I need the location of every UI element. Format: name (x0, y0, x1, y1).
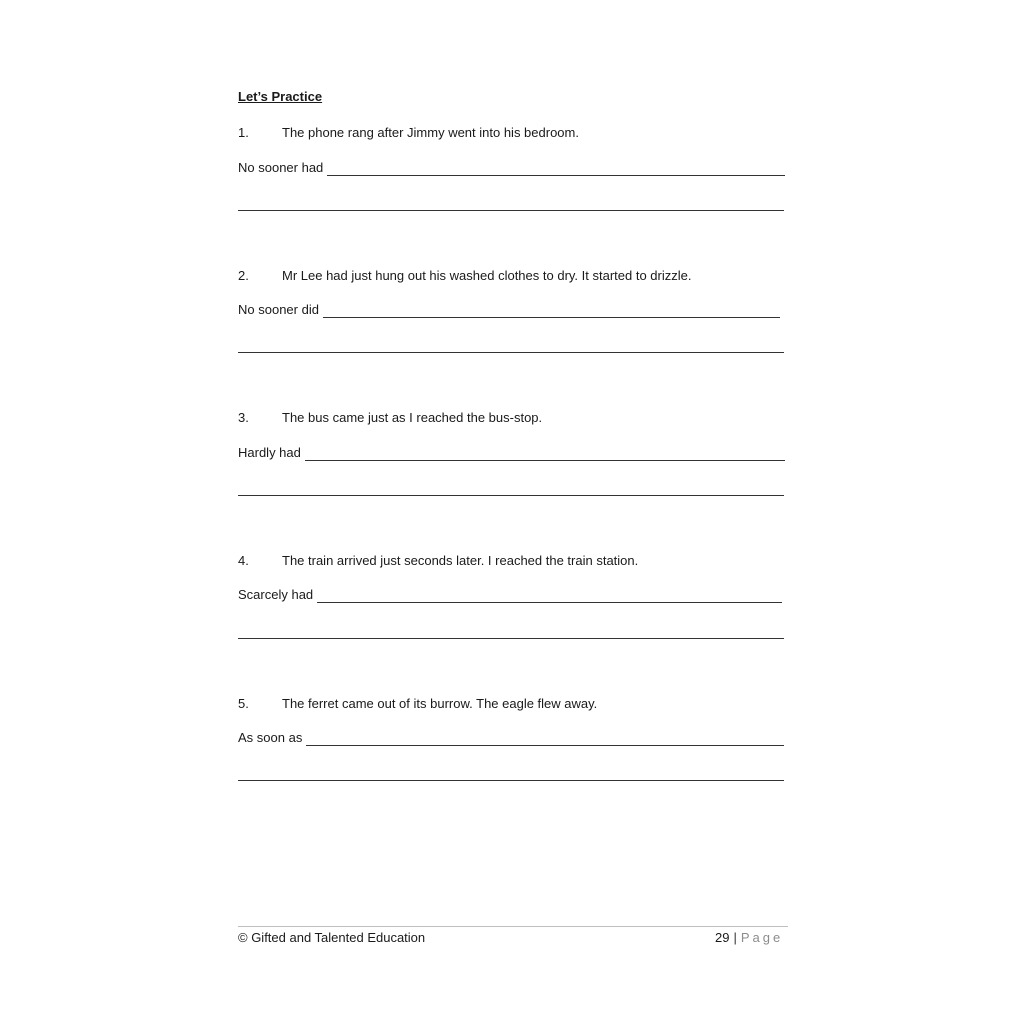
section-heading: Let’s Practice (238, 89, 323, 104)
answer-blank[interactable] (306, 730, 784, 746)
page-number: 29 (715, 930, 730, 945)
question-sentence: The train arrived just seconds later. I reached the train station. (282, 553, 639, 568)
footer-separator: | (733, 930, 737, 945)
footer-copyright: © Gifted and Talented Education (238, 930, 426, 945)
answer-line[interactable] (238, 495, 784, 496)
answer-prompt: Scarcely had (238, 587, 314, 602)
question-number: 2. (238, 268, 249, 283)
answer-blank[interactable] (305, 445, 785, 461)
question-sentence: The bus came just as I reached the bus-stop. (282, 410, 543, 425)
question-number: 4. (238, 553, 249, 568)
answer-row (238, 160, 785, 176)
question-sentence: The phone rang after Jimmy went into his bedroom. (282, 125, 579, 140)
answer-prompt: No sooner had (238, 160, 324, 175)
footer-divider (238, 926, 788, 927)
answer-blank[interactable] (323, 302, 780, 318)
answer-row (238, 445, 785, 461)
question-number: 1. (238, 125, 249, 140)
question-number: 3. (238, 410, 249, 425)
answer-row (238, 587, 782, 603)
answer-line[interactable] (238, 638, 784, 639)
answer-blank[interactable] (327, 160, 785, 176)
answer-line[interactable] (238, 780, 784, 781)
footer-page-info (715, 930, 783, 945)
question-number: 5. (238, 696, 249, 711)
question-sentence: The ferret came out of its burrow. The eagle flew away. (282, 696, 598, 711)
answer-line[interactable] (238, 352, 784, 353)
answer-blank[interactable] (317, 587, 782, 603)
answer-prompt: As soon as (238, 730, 303, 745)
answer-row (238, 730, 784, 746)
answer-line[interactable] (238, 210, 784, 211)
answer-prompt: No sooner did (238, 302, 319, 317)
answer-row (238, 302, 780, 318)
page-label: Page (740, 930, 784, 945)
answer-prompt: Hardly had (238, 445, 301, 460)
question-sentence: Mr Lee had just hung out his washed clothes to dry. It started to drizzle. (282, 268, 692, 283)
